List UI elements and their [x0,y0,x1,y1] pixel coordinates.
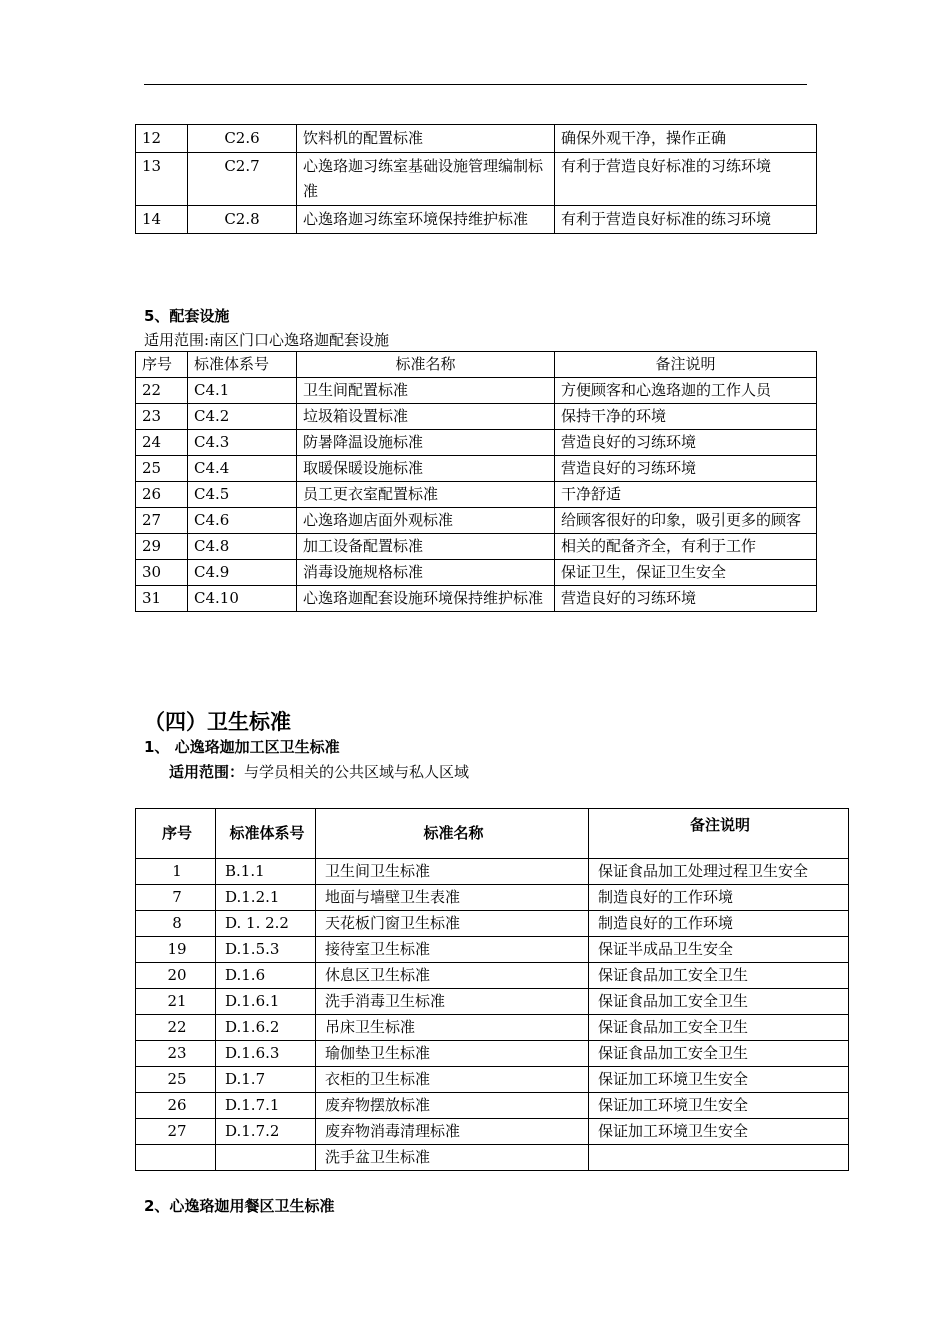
cell-num: 12 [136,125,188,153]
table-row [136,508,817,534]
header-num: 序号 [136,352,188,378]
table-row [136,404,817,430]
cell-note: 营造良好的习练环境 [555,430,817,456]
cell-code: C2.6 [188,125,297,153]
cell-code: D.1.2.1 [216,885,316,911]
section-scope: 适用范围:南区门口心逸珞迦配套设施 [144,331,390,349]
cell-note: 方便顾客和心逸珞迦的工作人员 [555,378,817,404]
table-row [136,1041,849,1067]
header-name: 标准名称 [297,352,555,378]
cell-name: 垃圾箱设置标准 [297,404,555,430]
header-name: 标准名称 [316,809,589,859]
cell-name: 衣柜的卫生标准 [316,1067,589,1093]
table-row [136,586,817,612]
cell-code: B.1.1 [216,859,316,885]
cell-note: 营造良好的习练环境 [555,456,817,482]
cell-code: D.1.7.2 [216,1119,316,1145]
table-row [136,1145,849,1171]
cell-note: 相关的配备齐全，有利于工作 [555,534,817,560]
cell-note: 有利于营造良好标准的习练环境 [555,153,817,206]
cell-num: 23 [136,404,188,430]
cell-num: 7 [136,885,216,911]
table-row [136,911,849,937]
cell-num [136,1145,216,1171]
cell-note: 制造良好的工作环境 [589,911,849,937]
cell-name: 心逸珞迦店面外观标准 [297,508,555,534]
cell-name: 防暑降温设施标准 [297,430,555,456]
cell-name: 废弃物消毒清理标准 [316,1119,589,1145]
cell-code: C4.3 [188,430,297,456]
cell-note: 给顾客很好的印象，吸引更多的顾客 [555,508,817,534]
header-code: 标准体系号 [188,352,297,378]
cell-num: 1 [136,859,216,885]
cell-name: 卫生间卫生标准 [316,859,589,885]
supporting-facilities-table [135,351,817,612]
table-row [136,885,849,911]
cell-note: 保证卫生，保证卫生安全 [555,560,817,586]
header-code: 标准体系号 [216,809,316,859]
table-row [136,534,817,560]
cell-num: 19 [136,937,216,963]
table-row [136,937,849,963]
cell-code: C2.8 [188,206,297,234]
cell-num: 29 [136,534,188,560]
cell-code: D.1.6.1 [216,989,316,1015]
facility-standards-table-continued [135,124,817,234]
cell-note [589,1145,849,1171]
cell-code: D.1.6.2 [216,1015,316,1041]
header-rule [144,84,807,85]
cell-code: C4.4 [188,456,297,482]
table-row [136,482,817,508]
cell-num: 22 [136,1015,216,1041]
table-row [136,125,817,153]
cell-code: C4.5 [188,482,297,508]
cell-name: 心逸珞迦习练室环境保持维护标准 [297,206,555,234]
cell-num: 25 [136,456,188,482]
header-num: 序号 [136,809,216,859]
cell-note: 保证食品加工安全卫生 [589,1041,849,1067]
cell-name: 接待室卫生标准 [316,937,589,963]
header-note: 备注说明 [555,352,817,378]
cell-num: 25 [136,1067,216,1093]
table-header-row [136,809,849,859]
table-row [136,560,817,586]
cell-note: 确保外观干净，操作正确 [555,125,817,153]
cell-num: 14 [136,206,188,234]
cell-name: 卫生间配置标准 [297,378,555,404]
cell-code: D.1.7.1 [216,1093,316,1119]
cell-num: 26 [136,482,188,508]
table-header-row [136,352,817,378]
cell-num: 23 [136,1041,216,1067]
table-row [136,989,849,1015]
cell-name: 废弃物摆放标准 [316,1093,589,1119]
cell-num: 27 [136,508,188,534]
cell-name: 饮料机的配置标准 [297,125,555,153]
cell-num: 30 [136,560,188,586]
cell-note: 保证加工环境卫生安全 [589,1119,849,1145]
cell-name: 取暖保暖设施标准 [297,456,555,482]
scope-label: 适用范围： [169,763,245,781]
cell-name: 地面与墙壁卫生表准 [316,885,589,911]
cell-num: 8 [136,911,216,937]
cell-note: 保证半成品卫生安全 [589,937,849,963]
scope-value: 与学员相关的公共区域与私人区域 [244,763,470,781]
cell-name: 洗手消毒卫生标准 [316,989,589,1015]
cell-num: 20 [136,963,216,989]
cell-num: 21 [136,989,216,1015]
hygiene-standards-table [135,808,849,1171]
cell-code: D.1.7 [216,1067,316,1093]
cell-name: 休息区卫生标准 [316,963,589,989]
cell-code: C4.6 [188,508,297,534]
table-row [136,1119,849,1145]
table-row [136,963,849,989]
cell-name: 心逸珞迦配套设施环境保持维护标准 [297,586,555,612]
subsection-title: 2、心逸珞迦用餐区卫生标准 [144,1197,335,1215]
table-row [136,206,817,234]
subsection-title: 1、 心逸珞迦加工区卫生标准 [144,738,340,756]
header-note: 备注说明 [589,809,849,859]
cell-code: C4.1 [188,378,297,404]
cell-note: 保证食品加工安全卫生 [589,963,849,989]
cell-note: 保持干净的环境 [555,404,817,430]
cell-note: 制造良好的工作环境 [589,885,849,911]
cell-name: 心逸珞迦习练室基础设施管理编制标准 [297,153,555,206]
cell-code: C2.7 [188,153,297,206]
subsection-scope [169,761,469,782]
cell-code: C4.10 [188,586,297,612]
cell-num: 13 [136,153,188,206]
table-row [136,378,817,404]
cell-code: D.1.6 [216,963,316,989]
cell-note: 营造良好的习练环境 [555,586,817,612]
cell-name: 加工设备配置标准 [297,534,555,560]
cell-code: D.1.6.3 [216,1041,316,1067]
cell-name: 洗手盆卫生标准 [316,1145,589,1171]
table-row [136,1093,849,1119]
table-row [136,859,849,885]
cell-note: 保证食品加工安全卫生 [589,989,849,1015]
table-row [136,456,817,482]
table-row [136,1015,849,1041]
section-title: 5、配套设施 [144,307,230,325]
table-row [136,1067,849,1093]
cell-name: 员工更衣室配置标准 [297,482,555,508]
cell-code: D. 1. 2.2 [216,911,316,937]
cell-code: C4.2 [188,404,297,430]
cell-note: 有利于营造良好标准的练习环境 [555,206,817,234]
cell-name: 消毒设施规格标准 [297,560,555,586]
table-row [136,153,817,206]
cell-num: 26 [136,1093,216,1119]
part-title: （四）卫生标准 [144,710,291,734]
cell-note: 保证加工环境卫生安全 [589,1067,849,1093]
cell-code: C4.8 [188,534,297,560]
cell-code: D.1.5.3 [216,937,316,963]
cell-num: 24 [136,430,188,456]
cell-num: 22 [136,378,188,404]
cell-note: 保证食品加工处理过程卫生安全 [589,859,849,885]
cell-name: 天花板门窗卫生标准 [316,911,589,937]
cell-code [216,1145,316,1171]
cell-name: 瑜伽垫卫生标准 [316,1041,589,1067]
cell-num: 31 [136,586,188,612]
cell-note: 干净舒适 [555,482,817,508]
table-row [136,430,817,456]
cell-code: C4.9 [188,560,297,586]
cell-note: 保证加工环境卫生安全 [589,1093,849,1119]
cell-note: 保证食品加工安全卫生 [589,1015,849,1041]
cell-name: 吊床卫生标准 [316,1015,589,1041]
cell-num: 27 [136,1119,216,1145]
